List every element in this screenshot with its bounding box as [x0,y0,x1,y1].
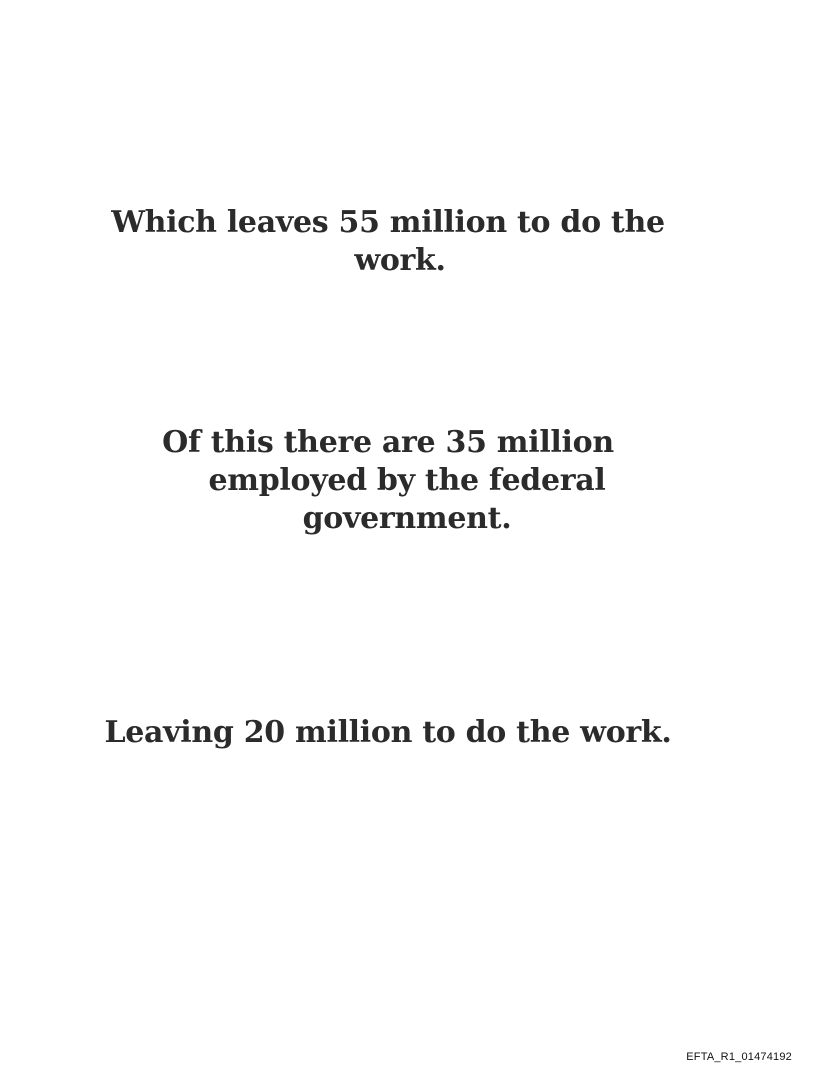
paragraph-line: government. [302,501,512,536]
paragraph-federal-employees [88,424,688,538]
paragraph-work-remaining-20 [88,714,688,752]
paragraph-work-remaining-55 [88,204,688,280]
document-id: EFTA_R1_01474192 [686,1051,792,1063]
paragraph-line: employed by the federal [208,463,606,498]
paragraph-line: Which leaves 55 million to do the [111,205,665,240]
paragraph-line: Leaving 20 million to do the work. [104,715,672,750]
paragraph-line: work. [354,243,446,278]
paragraph-line: Of this there are 35 million [162,425,614,460]
